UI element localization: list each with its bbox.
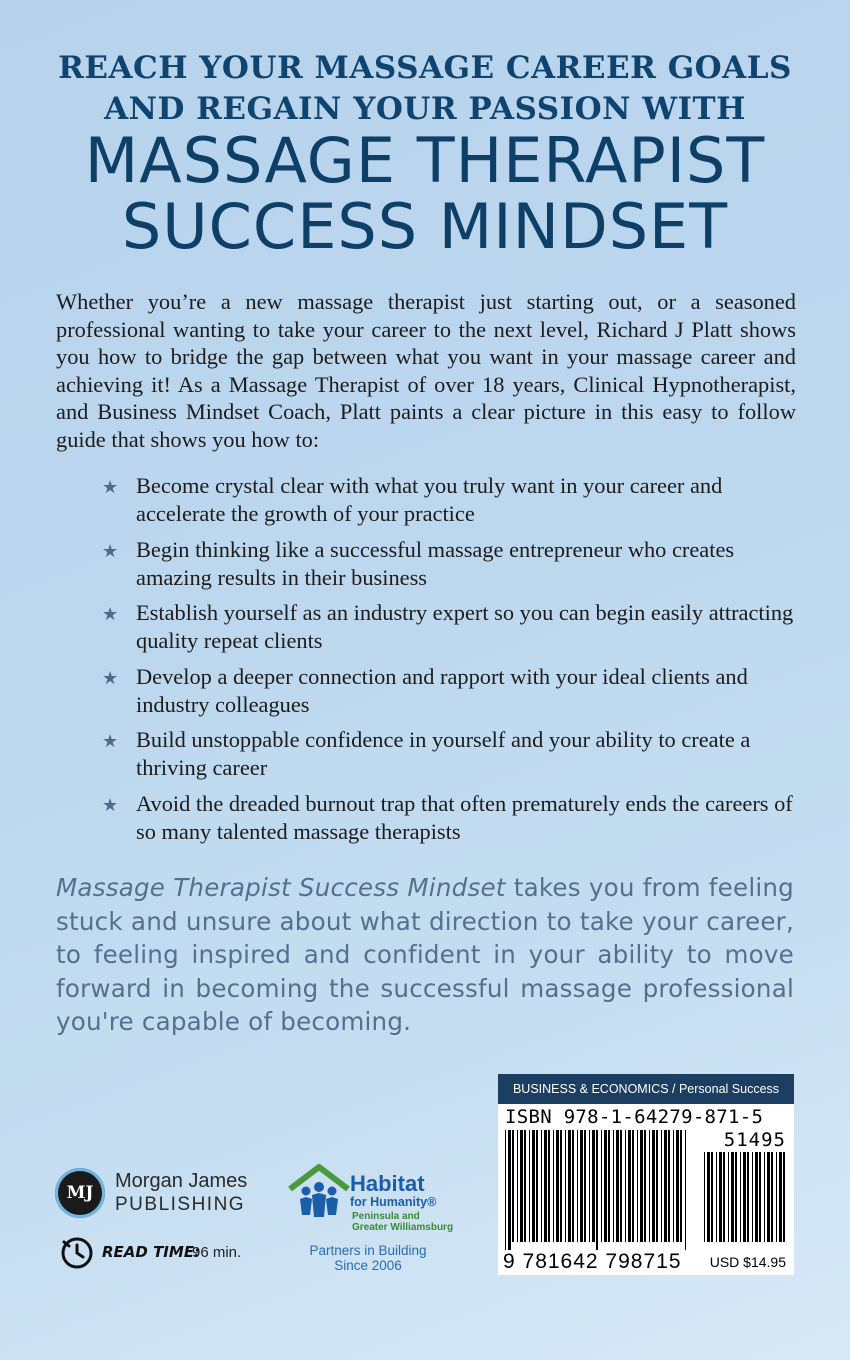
- publisher-sub: PUBLISHING: [115, 1194, 246, 1215]
- barcode-bar: [613, 1130, 614, 1242]
- barcode-bar: [776, 1152, 777, 1242]
- barcode-bar: [719, 1152, 722, 1242]
- barcode-bar: [529, 1130, 530, 1242]
- barcode-bar: [664, 1130, 667, 1242]
- barcode-bar: [656, 1130, 658, 1242]
- barcode-bar: [536, 1130, 538, 1242]
- barcode-bar: [644, 1130, 646, 1242]
- barcode-bar: [512, 1130, 514, 1242]
- barcode-bar: [685, 1130, 686, 1250]
- star-icon: ★: [102, 540, 119, 561]
- publisher-name: Morgan James: [115, 1170, 248, 1192]
- price-barcode-bars: [704, 1152, 786, 1250]
- barcode-bar: [544, 1130, 547, 1242]
- star-icon: ★: [102, 477, 119, 497]
- barcode-bar: [752, 1152, 753, 1242]
- barcode-bar: [728, 1152, 729, 1242]
- barcode-bar: [783, 1152, 785, 1242]
- benefit-text: Build unstoppable confidence in yourself and your ability to create a thriving career: [136, 727, 751, 780]
- barcode-bar: [716, 1152, 717, 1242]
- closing-book-title: Massage Therapist Success Mindset: [56, 873, 506, 902]
- barcode-bar: [532, 1130, 535, 1242]
- habitat-partners: [288, 1243, 448, 1273]
- barcode-bar: [604, 1130, 607, 1242]
- barcode-bar: [524, 1130, 526, 1242]
- barcode-bar: [572, 1130, 574, 1242]
- barcode-bar: [628, 1130, 631, 1242]
- barcode-bar: [704, 1152, 705, 1242]
- mj-monogram-icon: MJ: [55, 1168, 105, 1218]
- barcode-bar: [616, 1130, 619, 1242]
- habitat-region-line-1: Peninsula and: [352, 1211, 420, 1222]
- star-icon: ★: [102, 604, 119, 624]
- benefit-item: [100, 790, 800, 854]
- barcode-bars: [505, 1130, 688, 1250]
- barcode-bar: [637, 1130, 638, 1242]
- benefit-item: [100, 726, 800, 790]
- read-time: [60, 1234, 280, 1274]
- barcode-bar: [589, 1130, 590, 1242]
- benefit-item: [100, 536, 800, 600]
- barcode-bar: [676, 1130, 679, 1242]
- barcode-bar: [661, 1130, 662, 1242]
- barcode-bar: [767, 1152, 770, 1242]
- barcode-bar: [747, 1152, 749, 1242]
- barcode-digits: 9 781642 798715: [503, 1250, 682, 1273]
- star-icon: ★: [102, 731, 119, 751]
- barcode-bar: [548, 1130, 550, 1242]
- barcode-bar: [580, 1130, 583, 1242]
- house-people-icon: [288, 1163, 350, 1221]
- barcode-bar: [625, 1130, 626, 1242]
- barcode-bar: [592, 1130, 595, 1242]
- barcode-bar: [668, 1130, 670, 1242]
- barcode-bar: [596, 1130, 598, 1250]
- clock-icon: [60, 1236, 94, 1270]
- tagline-line-1: REACH YOUR MASSAGE CAREER GOALS: [58, 50, 792, 86]
- star-icon: ★: [102, 667, 119, 688]
- barcode-bar: [673, 1130, 674, 1242]
- barcode-bar: [740, 1152, 741, 1242]
- barcode-bar: [743, 1152, 746, 1242]
- bisac-category: BUSINESS & ECONOMICS / Personal Success: [498, 1074, 794, 1104]
- barcode-bar: [608, 1130, 610, 1242]
- barcode-bar: [640, 1130, 643, 1242]
- barcode-bar: [568, 1130, 571, 1242]
- partners-line-2: Since 2006: [334, 1258, 402, 1273]
- barcode-bar: [779, 1152, 782, 1242]
- barcode-bar: [735, 1152, 737, 1242]
- benefit-item: [100, 663, 800, 727]
- star-icon: ★: [102, 794, 119, 815]
- barcode-bar: [632, 1130, 634, 1242]
- barcode-bar: [577, 1130, 578, 1242]
- barcode-bar: [711, 1152, 713, 1242]
- book-title-line-2: SUCCESS MINDSET: [121, 190, 729, 263]
- isbn-text: ISBN 978-1-64279-871-5: [505, 1106, 764, 1128]
- benefit-item: [100, 472, 800, 536]
- barcode-bar: [556, 1130, 559, 1242]
- barcode-bar: [601, 1130, 602, 1242]
- barcode-bar: [755, 1152, 758, 1242]
- tagline-line-2: AND REGAIN YOUR PASSION WITH: [104, 91, 746, 127]
- benefit-list: [100, 472, 800, 853]
- barcode-bar: [584, 1130, 586, 1242]
- benefit-text: Establish yourself as an industry expert so you can begin easily attracting quality repeat clients: [136, 600, 794, 653]
- barcode-bar: [560, 1130, 562, 1242]
- price: USD $14.95: [709, 1254, 786, 1270]
- barcode-panel: [498, 1074, 794, 1275]
- benefit-text: Develop a deeper connection and rapport with your ideal clients and industry colleagues: [136, 663, 748, 717]
- habitat-name: Habitat: [350, 1171, 425, 1196]
- benefit-text: Become crystal clear with what you truly want in your career and accelerate the growth of your practice: [136, 473, 723, 526]
- book-title-line-1: MASSAGE THERAPIST: [84, 124, 766, 197]
- barcode-bar: [764, 1152, 765, 1242]
- barcode-bar: [520, 1130, 523, 1242]
- barcode-bar: [731, 1152, 734, 1242]
- closing-text: takes you from feeling stuck and unsure about what direction to take your career, to feeling inspired and confident in your ability to move forward in becoming the successful massage professional you're capable of becoming.: [56, 873, 794, 1036]
- habitat-region-line-2: Greater Williamsburg: [352, 1222, 454, 1233]
- read-time-label: READ TIME:: [102, 1243, 201, 1261]
- barcode-bar: [723, 1152, 725, 1242]
- intro-paragraph: Whether you’re a new massage therapist just starting out, or a seasoned professional wanting to take your career to the next level, Richard J Platt shows you how to bridge the gap between what you want in your massage career and achieving it! As a Massage Therapist of over 18 years, Clinical Hypnotherapist, and Business Mindset Coach, Platt paints a clear picture in this easy to follow guide that shows you how to:: [56, 289, 796, 452]
- publisher-logo: [55, 1166, 295, 1224]
- barcode-bar: [620, 1130, 622, 1242]
- benefit-text: Begin thinking like a successful massage entrepreneur who creates amazing results in their business: [136, 536, 735, 590]
- benefit-item: [100, 599, 800, 663]
- barcode-bar: [505, 1130, 506, 1250]
- closing-paragraph: [56, 871, 794, 1039]
- benefit-text: Avoid the dreaded burnout trap that often prematurely ends the careers of so many talented massage therapists: [136, 790, 793, 844]
- barcode-bar: [541, 1130, 542, 1242]
- barcode-bar: [707, 1152, 710, 1242]
- barcode-bar: [517, 1130, 518, 1242]
- barcode-bar: [759, 1152, 761, 1242]
- read-time-value: 96 min.: [192, 1244, 242, 1261]
- barcode-bar: [652, 1130, 655, 1242]
- habitat-region: [352, 1211, 453, 1233]
- barcode-bar: [680, 1130, 682, 1242]
- partners-line-1: Partners in Building: [309, 1243, 427, 1258]
- barcode-bar: [508, 1130, 511, 1250]
- habitat-sub: for Humanity®: [350, 1195, 437, 1209]
- barcode-bar: [565, 1130, 566, 1242]
- barcode-bar: [649, 1130, 650, 1242]
- habitat-logo: [288, 1163, 458, 1275]
- barcode-bar: [771, 1152, 773, 1242]
- price-code: 51495: [723, 1129, 786, 1151]
- barcode-bar: [553, 1130, 554, 1242]
